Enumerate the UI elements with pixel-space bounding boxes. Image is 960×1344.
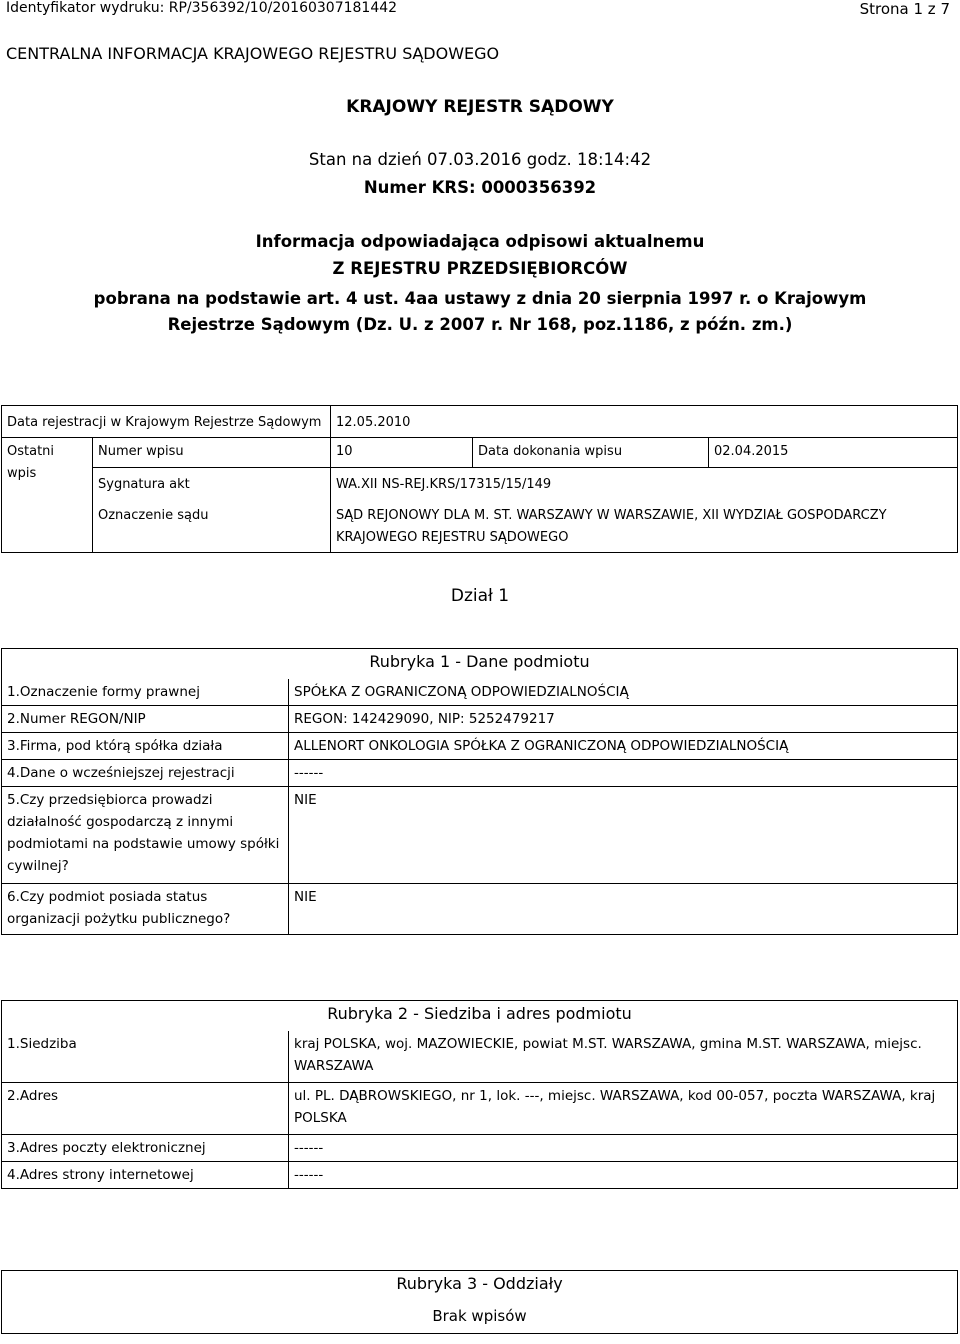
field-value: SPÓŁKA Z OGRANICZONĄ ODPOWIEDZIALNOŚCIĄ xyxy=(289,679,958,706)
registration-table xyxy=(1,405,958,553)
signature-label: Sygnatura akt xyxy=(93,468,331,500)
field-label: 3.Adres poczty elektronicznej xyxy=(2,1135,289,1162)
krs-number: Numer KRS: 0000356392 xyxy=(363,178,597,197)
court-value: SĄD REJONOWY DLA M. ST. WARSZAWY W WARSZAWIE, XII WYDZIAŁ GOSPODARCZY KRAJOWEGO REJESTRU SĄDOWEGO xyxy=(331,499,958,553)
entry-date-value: 02.04.2015 xyxy=(709,438,958,468)
registration-date-value: 12.05.2010 xyxy=(331,406,958,438)
registry-title: KRAJOWY REJESTR SĄDOWY xyxy=(346,97,614,117)
field-label: 2.Numer REGON/NIP xyxy=(2,706,289,733)
info-line-1: Informacja odpowiadająca odpisowi aktualnemu xyxy=(255,232,705,251)
field-label: 5.Czy przedsiębiorca prowadzi działalność gospodarczą z innymi podmiotami na podstawie umowy spółki cywilnej? xyxy=(2,787,289,884)
field-value: ------ xyxy=(289,1135,958,1162)
field-value: REGON: 142429090, NIP: 5252479217 xyxy=(289,706,958,733)
field-label: 2.Adres xyxy=(2,1083,289,1135)
section-title: Dział 1 xyxy=(450,586,510,606)
last-entry-label: Ostatni wpis xyxy=(2,438,93,553)
field-label: 6.Czy podmiot posiada status organizacji pożytku publicznego? xyxy=(2,884,289,935)
entry-number-label: Numer wpisu xyxy=(93,438,331,468)
registration-date-label: Data rejestracji w Krajowym Rejestrze Sądowym xyxy=(2,406,331,438)
entry-number-value: 10 xyxy=(331,438,473,468)
field-label: 3.Firma, pod którą spółka działa xyxy=(2,733,289,760)
signature-value: WA.XII NS-REJ.KRS/17315/15/149 xyxy=(331,468,958,500)
field-value: ------ xyxy=(289,1162,958,1189)
field-value: NIE xyxy=(289,884,958,935)
field-label: 1.Oznaczenie formy prawnej xyxy=(2,679,289,706)
central-info-heading: CENTRALNA INFORMACJA KRAJOWEGO REJESTRU SĄDOWEGO xyxy=(6,44,500,63)
rubryka-2-title: Rubryka 2 - Siedziba i adres podmiotu xyxy=(2,1001,958,1032)
field-value: kraj POLSKA, woj. MAZOWIECKIE, powiat M.ST. WARSZAWA, gmina M.ST. WARSZAWA, miejsc. WARSZAWA xyxy=(289,1031,958,1083)
rubryka-2-table xyxy=(1,1000,958,1189)
field-value: NIE xyxy=(289,787,958,884)
info-line-2: Z REJESTRU PRZEDSIĘBIORCÓW xyxy=(332,259,628,278)
rubryka-3-title: Rubryka 3 - Oddziały xyxy=(2,1271,958,1300)
page-number: Strona 1 z 7 xyxy=(859,0,950,18)
entry-date-label: Data dokonania wpisu xyxy=(473,438,709,468)
info-line-3: pobrana na podstawie art. 4 ust. 4aa ustawy z dnia 20 sierpnia 1997 r. o Krajowym Rejestrze Sądowym (Dz. U. z 2007 r. Nr 168, poz.1186, z późn. zm.) xyxy=(93,289,867,334)
rubryka-3-table xyxy=(1,1270,958,1334)
field-value: ul. PL. DĄBROWSKIEGO, nr 1, lok. ---, miejsc. WARSZAWA, kod 00-057, poczta WARSZAWA, kraj POLSKA xyxy=(289,1083,958,1135)
court-label: Oznaczenie sądu xyxy=(93,499,331,553)
no-entries-text: Brak wpisów xyxy=(2,1299,958,1334)
state-date: Stan na dzień 07.03.2016 godz. 18:14:42 xyxy=(308,150,652,169)
print-identifier: Identyfikator wydruku: RP/356392/10/20160307181442 xyxy=(6,0,398,16)
rubryka-1-table xyxy=(1,648,958,935)
rubryka-1-title: Rubryka 1 - Dane podmiotu xyxy=(2,649,958,680)
field-value: ------ xyxy=(289,760,958,787)
field-label: 1.Siedziba xyxy=(2,1031,289,1083)
field-label: 4.Dane o wcześniejszej rejestracji xyxy=(2,760,289,787)
field-label: 4.Adres strony internetowej xyxy=(2,1162,289,1189)
field-value: ALLENORT ONKOLOGIA SPÓŁKA Z OGRANICZONĄ ODPOWIEDZIALNOŚCIĄ xyxy=(289,733,958,760)
